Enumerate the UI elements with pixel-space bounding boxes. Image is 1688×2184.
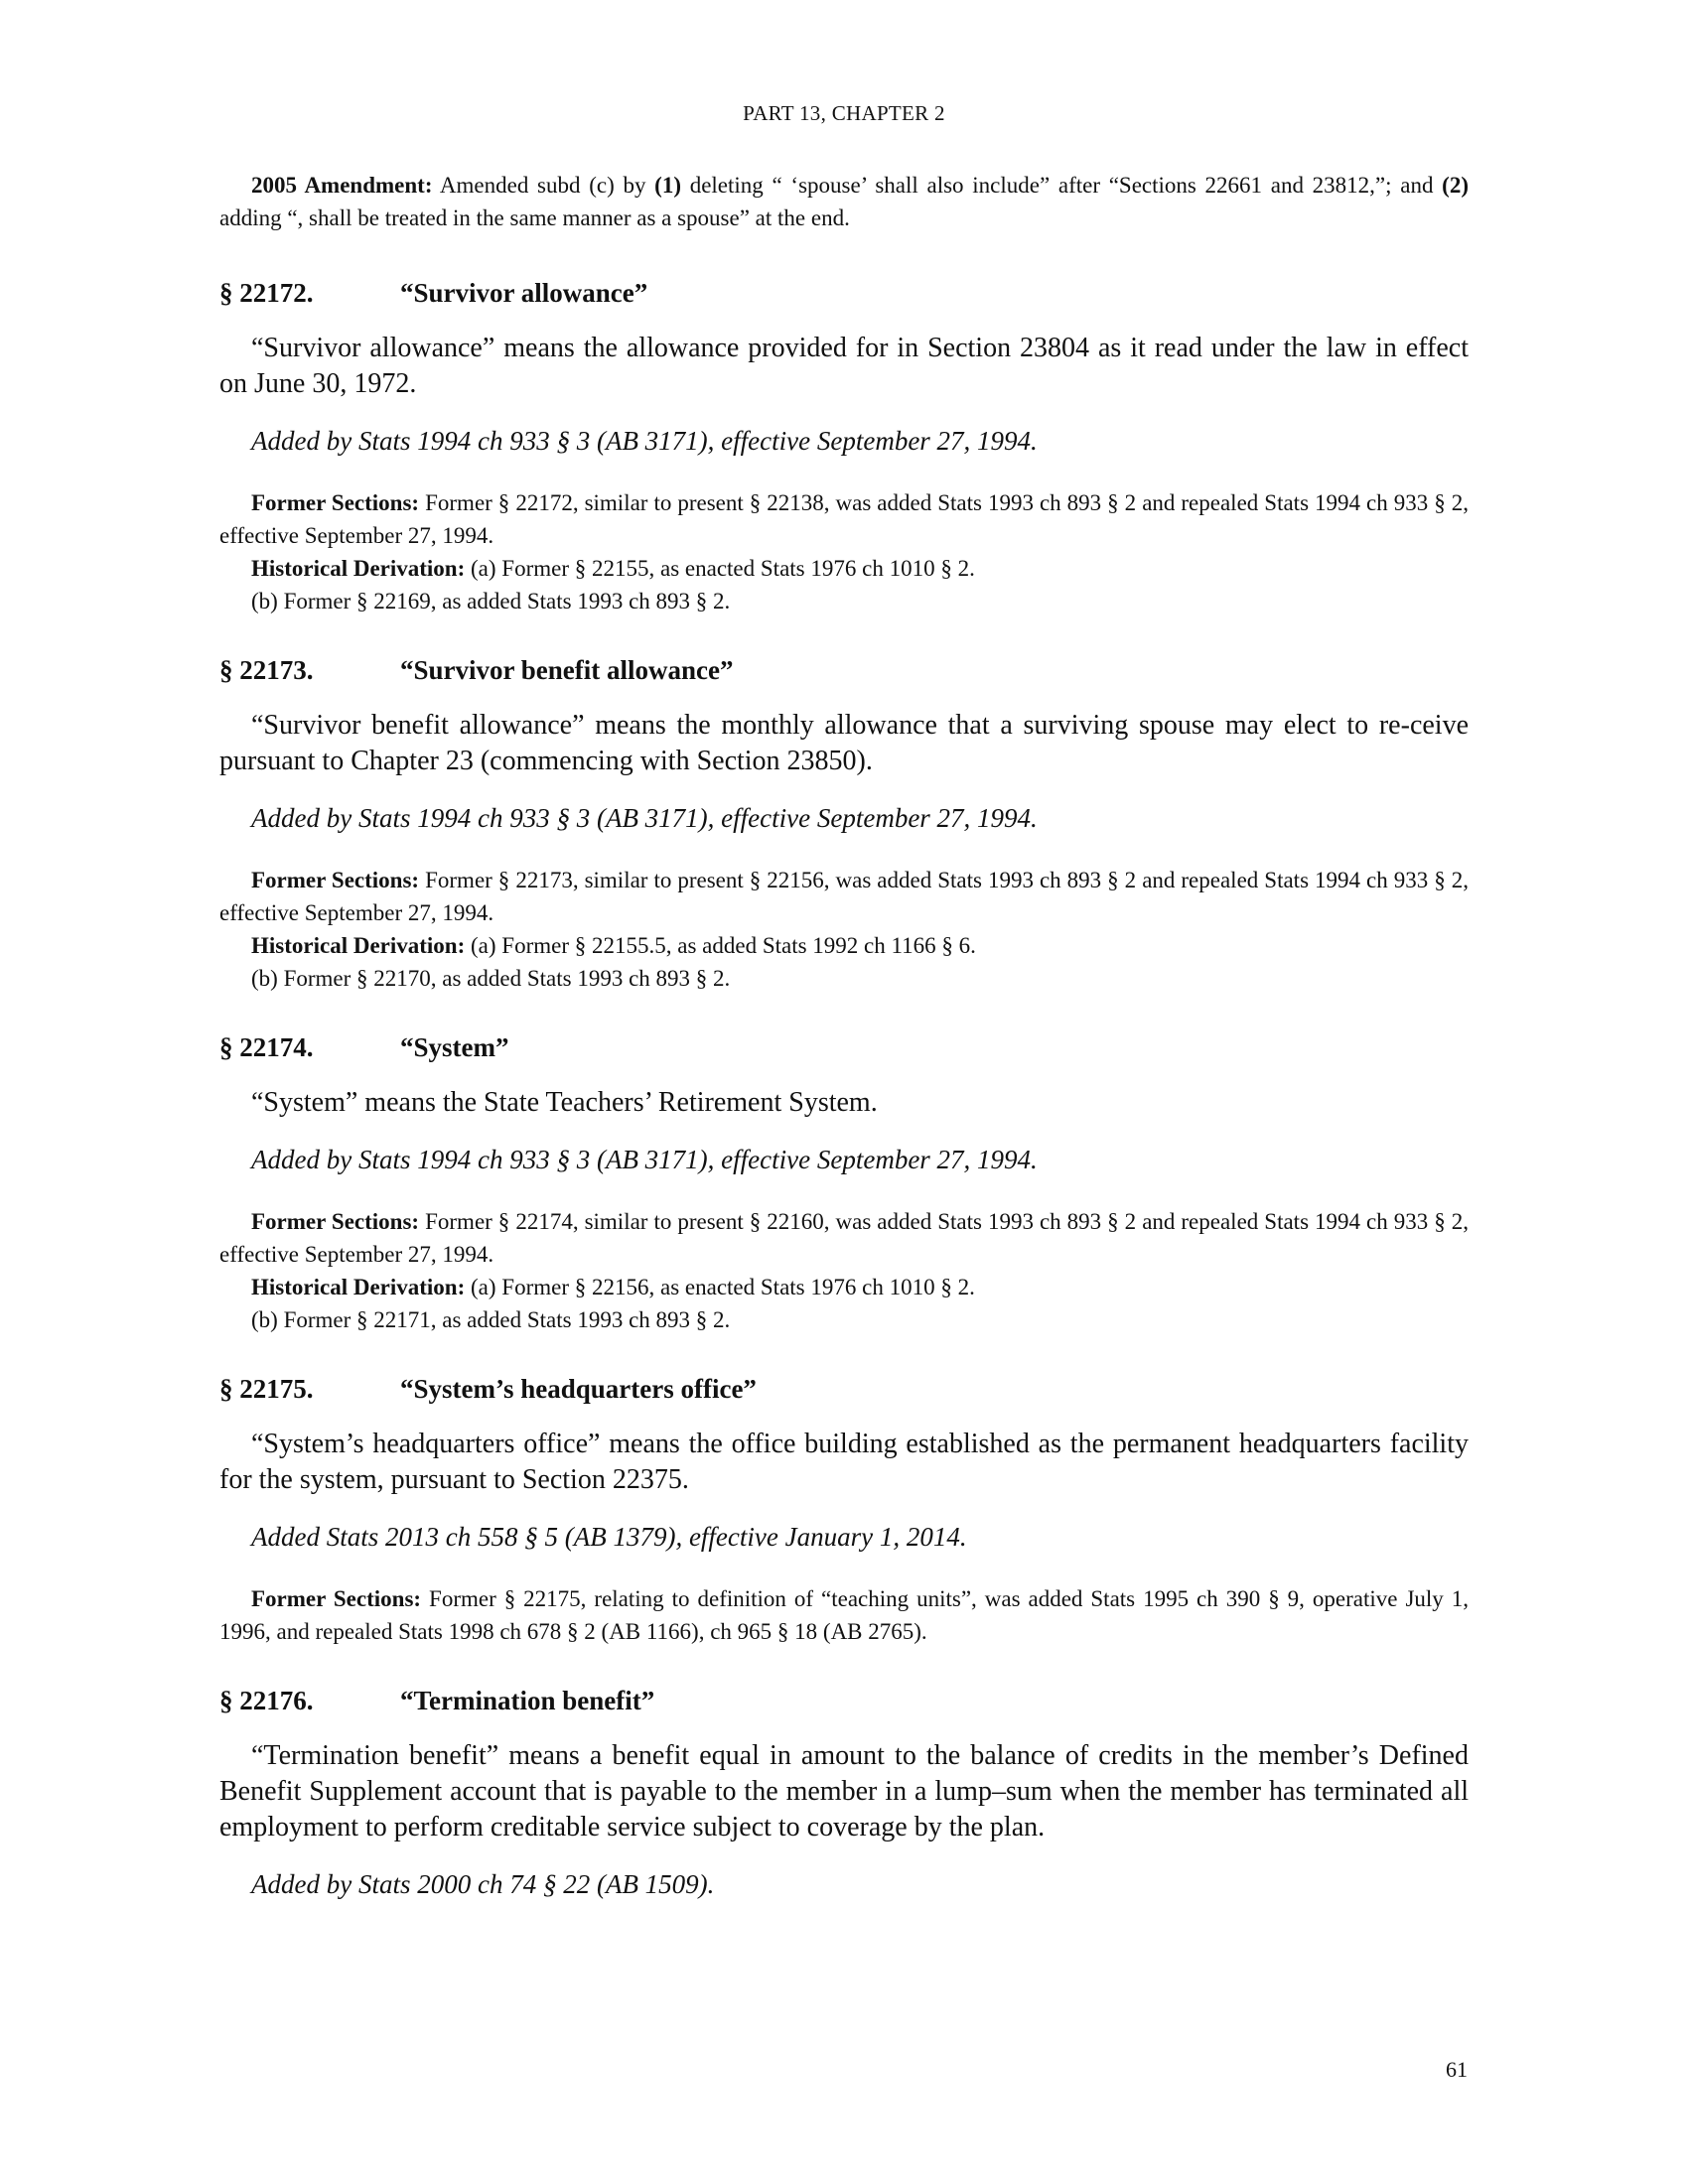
former-sections-label: Former Sections: [251,1209,420,1234]
section-22175 [219,1374,1469,1648]
historical-derivation-a [219,552,1469,585]
amendment-item-2: (2) [1442,173,1469,198]
section-heading [219,1686,1469,1716]
page-number: 61 [1446,2057,1468,2082]
running-header: PART 13, CHAPTER 2 [743,101,945,125]
section-heading [219,1032,1469,1063]
section-text: “Termination benefit” means a benefit equal in amount to the balance of credits in the member’s Defined Benefit Supplement account that is payable to the member in a lump–sum when the member has terminated all employment to perform creditable service subject to coverage by the plan. [219,1740,1469,1843]
amendment-text-3: adding “, shall be treated in the same manner as a spouse” at the end. [219,205,850,230]
former-sections-label: Former Sections: [251,1586,422,1611]
amendment-label: 2005 Amendment: [251,173,433,198]
section-text: “Survivor allowance” means the allowance provided for in Section 23804 as it read under the law in effect on June 30, 1972. [219,333,1469,399]
former-sections-text: Former § 22174, similar to present § 22160, was added Stats 1993 ch 893 § 2 and repealed Stats 1994 ch 933 § 2, effective September 27, 1994. [219,1209,1469,1267]
historical-derivation-a [219,1271,1469,1303]
section-title: “Termination benefit” [400,1686,655,1715]
historical-derivation-a-text: (a) Former § 22155, as enacted Stats 1976 ch 1010 § 2. [465,556,975,581]
former-sections-label: Former Sections: [251,868,420,892]
section-title: “Survivor benefit allowance” [400,655,734,685]
section-history: Added Stats 2013 ch 558 § 5 (AB 1379), effective January 1, 2014. [251,1522,967,1552]
historical-derivation-a-text: (a) Former § 22155.5, as added Stats 1992 ch 1166 § 6. [465,933,976,958]
former-sections-note [219,1582,1469,1648]
section-notes [219,486,1469,617]
section-22173 [219,655,1469,995]
former-sections-text: Former § 22172, similar to present § 22138, was added Stats 1993 ch 893 § 2 and repealed Stats 1994 ch 933 § 2, effective September 27, 1994. [219,490,1469,548]
historical-derivation-label: Historical Derivation: [251,556,466,581]
section-number: § 22175. [219,1374,314,1404]
section-notes [219,1582,1469,1648]
section-22174 [219,1032,1469,1336]
section-heading [219,655,1469,686]
historical-derivation-label: Historical Derivation: [251,1275,466,1299]
historical-derivation-b: (b) Former § 22169, as added Stats 1993 ch 893 § 2. [251,589,731,614]
section-notes [219,1205,1469,1336]
section-title: “Survivor allowance” [400,278,648,308]
section-title: “System’s headquarters office” [400,1374,757,1404]
historical-derivation-b: (b) Former § 22171, as added Stats 1993 ch 893 § 2. [251,1307,731,1332]
section-text: “Survivor benefit allowance” means the monthly allowance that a surviving spouse may elect to re-ceive pursuant to Chapter 23 (commencing with Section 23850). [219,710,1469,776]
former-sections-note [219,1205,1469,1271]
amendment-item-1: (1) [654,173,681,198]
section-number: § 22176. [219,1686,314,1715]
section-history: Added by Stats 1994 ch 933 § 3 (AB 3171), effective September 27, 1994. [251,426,1038,456]
section-text: “System’s headquarters office” means the office building established as the permanent headquarters facility for the system, pursuant to Section 22375. [219,1429,1469,1495]
former-sections-note [219,486,1469,552]
section-number: § 22172. [219,278,314,308]
amendment-text-2: deleting “ ‘spouse’ shall also include” after “Sections 22661 and 23812,”; and [680,173,1443,198]
section-heading [219,1374,1469,1405]
section-title: “System” [400,1032,509,1062]
section-history: Added by Stats 1994 ch 933 § 3 (AB 3171), effective September 27, 1994. [251,1145,1038,1174]
historical-derivation-a [219,929,1469,962]
section-number: § 22174. [219,1032,314,1062]
historical-derivation-a-text: (a) Former § 22156, as enacted Stats 1976 ch 1010 § 2. [465,1275,975,1299]
section-heading [219,278,1469,309]
section-notes [219,864,1469,995]
amendment-note [219,169,1469,234]
amendment-text-1: Amended subd (c) by [432,173,655,198]
historical-derivation-label: Historical Derivation: [251,933,466,958]
historical-derivation-b: (b) Former § 22170, as added Stats 1993 ch 893 § 2. [251,966,731,991]
section-text: “System” means the State Teachers’ Retirement System. [251,1087,878,1118]
section-history: Added by Stats 1994 ch 933 § 3 (AB 3171), effective September 27, 1994. [251,803,1038,833]
former-sections-text: Former § 22175, relating to definition of “teaching units”, was added Stats 1995 ch 390 § 9, operative July 1, 1996, and repealed Stats 1998 ch 678 § 2 (AB 1166), ch 965 § 18 (AB 2765). [219,1586,1469,1644]
former-sections-label: Former Sections: [251,490,420,515]
page-content [219,169,1469,1930]
section-22176 [219,1686,1469,1900]
section-22172 [219,278,1469,617]
former-sections-text: Former § 22173, similar to present § 22156, was added Stats 1993 ch 893 § 2 and repealed Stats 1994 ch 933 § 2, effective September 27, 1994. [219,868,1469,925]
section-history: Added by Stats 2000 ch 74 § 22 (AB 1509). [251,1869,715,1899]
former-sections-note [219,864,1469,929]
section-number: § 22173. [219,655,314,685]
